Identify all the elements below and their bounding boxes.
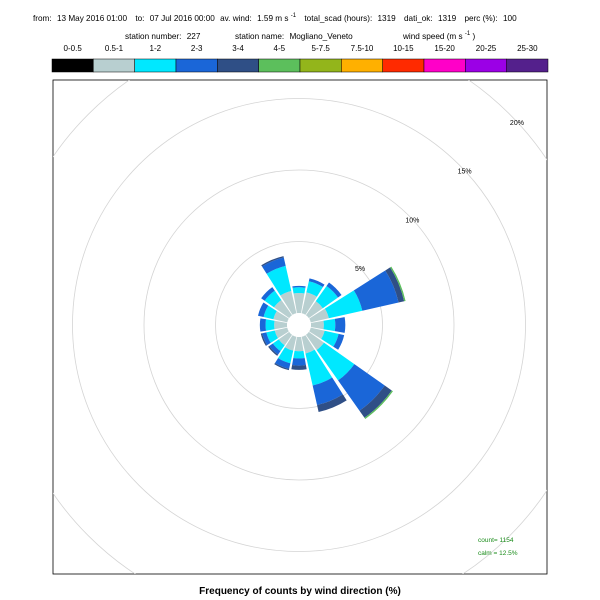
sector-segment	[266, 319, 275, 330]
station-name-line	[235, 32, 353, 41]
ring-label: 20%	[509, 119, 524, 127]
perc-label: perc (%):	[464, 14, 498, 23]
legend-color-bar	[52, 59, 548, 72]
legend-labels	[64, 44, 539, 53]
from-value: 13 May 2016 01:00	[56, 14, 128, 23]
legend-label: 0.5-1	[104, 44, 124, 53]
totscad-label: total_scad (hours):	[304, 14, 373, 23]
datiok-label: dati_ok:	[404, 14, 433, 23]
legend-label: 1-2	[149, 44, 162, 53]
sector-segment	[293, 287, 306, 293]
station-number-value: 227	[186, 32, 201, 41]
legend-swatch	[383, 59, 424, 72]
avwind-value: 1.59 m s	[257, 14, 289, 23]
sector-segment	[260, 318, 266, 331]
sector-segment	[274, 321, 287, 329]
legend-swatch	[176, 59, 217, 72]
legend-label: 15-20	[434, 44, 455, 53]
legend-swatch	[507, 59, 548, 72]
wind-speed-label: wind speed (m s	[403, 32, 463, 41]
wind-speed-exponent: -1	[464, 31, 471, 37]
legend-swatch	[135, 59, 176, 72]
to-value: 07 Jul 2016 00:00	[149, 14, 215, 23]
legend-label: 7.5-10	[350, 44, 374, 53]
avwind-label: av. wind:	[220, 14, 252, 23]
sector-segment	[292, 358, 306, 366]
legend-swatch	[93, 59, 134, 72]
ring-label: 10%	[405, 217, 420, 225]
x-axis-label: Frequency of counts by wind direction (%)	[199, 586, 401, 597]
count-text: count= 1154	[478, 537, 514, 544]
sector-segment	[293, 351, 304, 359]
totscad-value: 1319	[377, 14, 396, 23]
legend-label: 25-30	[517, 44, 538, 53]
calm-center-circle	[287, 313, 311, 337]
calm-text: calm = 12.5%	[478, 550, 518, 557]
sector-segment	[295, 337, 304, 351]
legend-label: 10-15	[393, 44, 414, 53]
ring-label: 15%	[457, 168, 472, 176]
ring-labels	[355, 120, 524, 273]
station-number-label: station number:	[125, 32, 182, 41]
station-name-value: Mogliano_Veneto	[289, 32, 353, 41]
legend-label: 20-25	[475, 44, 497, 53]
sector-segment	[291, 365, 306, 370]
legend-swatch	[259, 59, 300, 72]
sector-segment	[335, 317, 346, 333]
legend-swatch	[341, 59, 382, 72]
avwind-exponent: -1	[290, 13, 297, 19]
header-info-line	[33, 10, 517, 23]
wind-speed-title	[402, 28, 476, 41]
station-name-label: station name:	[235, 32, 285, 41]
sector-segment	[311, 321, 324, 329]
wind-speed-close: )	[472, 32, 476, 41]
legend-label: 5-7.5	[311, 44, 330, 53]
legend-label: 0-0.5	[63, 44, 82, 53]
datiok-value: 1319	[437, 14, 457, 23]
sector-segment	[324, 319, 336, 331]
legend-swatch	[52, 59, 93, 72]
perc-value: 100	[502, 14, 517, 23]
legend-label: 4-5	[273, 44, 286, 53]
legend-swatch	[465, 59, 506, 72]
legend-swatch	[217, 59, 258, 72]
ring-label: 5%	[355, 266, 366, 274]
legend-label: 3-4	[232, 44, 244, 53]
to-label: to:	[135, 14, 145, 23]
wind-sectors	[258, 256, 406, 419]
legend-swatch	[300, 59, 341, 72]
from-label: from:	[33, 14, 52, 23]
legend-label: 2-3	[190, 44, 203, 53]
station-info-line	[125, 32, 201, 41]
legend-swatch	[424, 59, 465, 72]
